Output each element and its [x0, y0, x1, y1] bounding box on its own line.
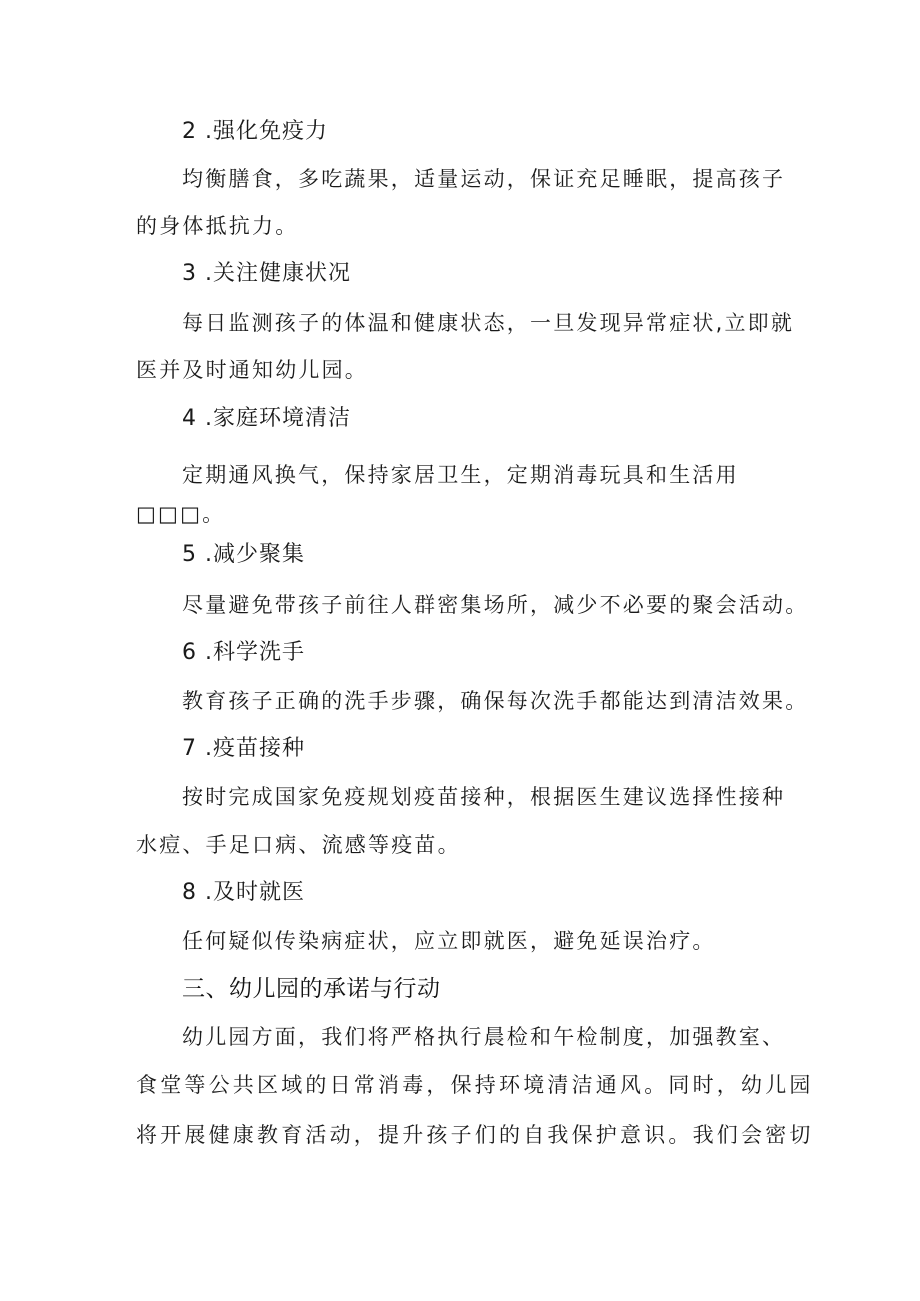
item-body-line: 任何疑似传染病症状，应立即就医，避免延误治疗。 — [182, 929, 716, 953]
item-body-line: 定期通风换气，保持家居卫生，定期消毒玩具和生活用 — [182, 463, 739, 487]
item-heading: 4 .家庭环境清洁 — [182, 406, 351, 431]
section-body-line: 幼儿园方面，我们将严格执行晨检和午检制度，加强教室、 — [182, 1025, 786, 1049]
item-body-line: □□□。 — [136, 502, 226, 526]
item-body-line: 医并及时通知幼儿园。 — [136, 358, 368, 382]
item-body-line: 的身体抵抗力。 — [136, 214, 299, 238]
item-heading: 7 .疫苗接种 — [182, 736, 305, 761]
item-body-line: 尽量避免带孩子前往人群密集场所，减少不必要的聚会活动。 — [182, 593, 809, 617]
section-body-line: 食堂等公共区域的日常消毒，保持环境清洁通风。同时，幼儿园 — [136, 1073, 814, 1097]
item-heading: 8 .及时就医 — [182, 880, 305, 905]
item-body-line: 按时完成国家免疫规划疫苗接种，根据医生建议选择性接种 — [182, 785, 786, 809]
item-body-line: 每日监测孩子的体温和健康状态，一旦发现异常症状,立即就 — [182, 311, 795, 335]
item-body-line: 教育孩子正确的洗手步骤，确保每次洗手都能达到清洁效果。 — [182, 689, 809, 713]
item-heading: 3 .关注健康状况 — [182, 261, 351, 286]
item-heading: 6 .科学洗手 — [182, 640, 305, 665]
item-body-line: 水痘、手足口病、流感等疫苗。 — [136, 833, 461, 857]
section-heading: 三、幼儿园的承诺与行动 — [182, 976, 441, 1002]
item-heading: 5 .减少聚集 — [182, 542, 305, 567]
item-heading: 2 .强化免疫力 — [182, 119, 328, 144]
section-body-line: 将开展健康教育活动，提升孩子们的自我保护意识。我们会密切 — [136, 1123, 814, 1147]
item-body-line: 均衡膳食，多吃蔬果，适量运动，保证充足睡眠，提高孩子 — [182, 167, 786, 191]
